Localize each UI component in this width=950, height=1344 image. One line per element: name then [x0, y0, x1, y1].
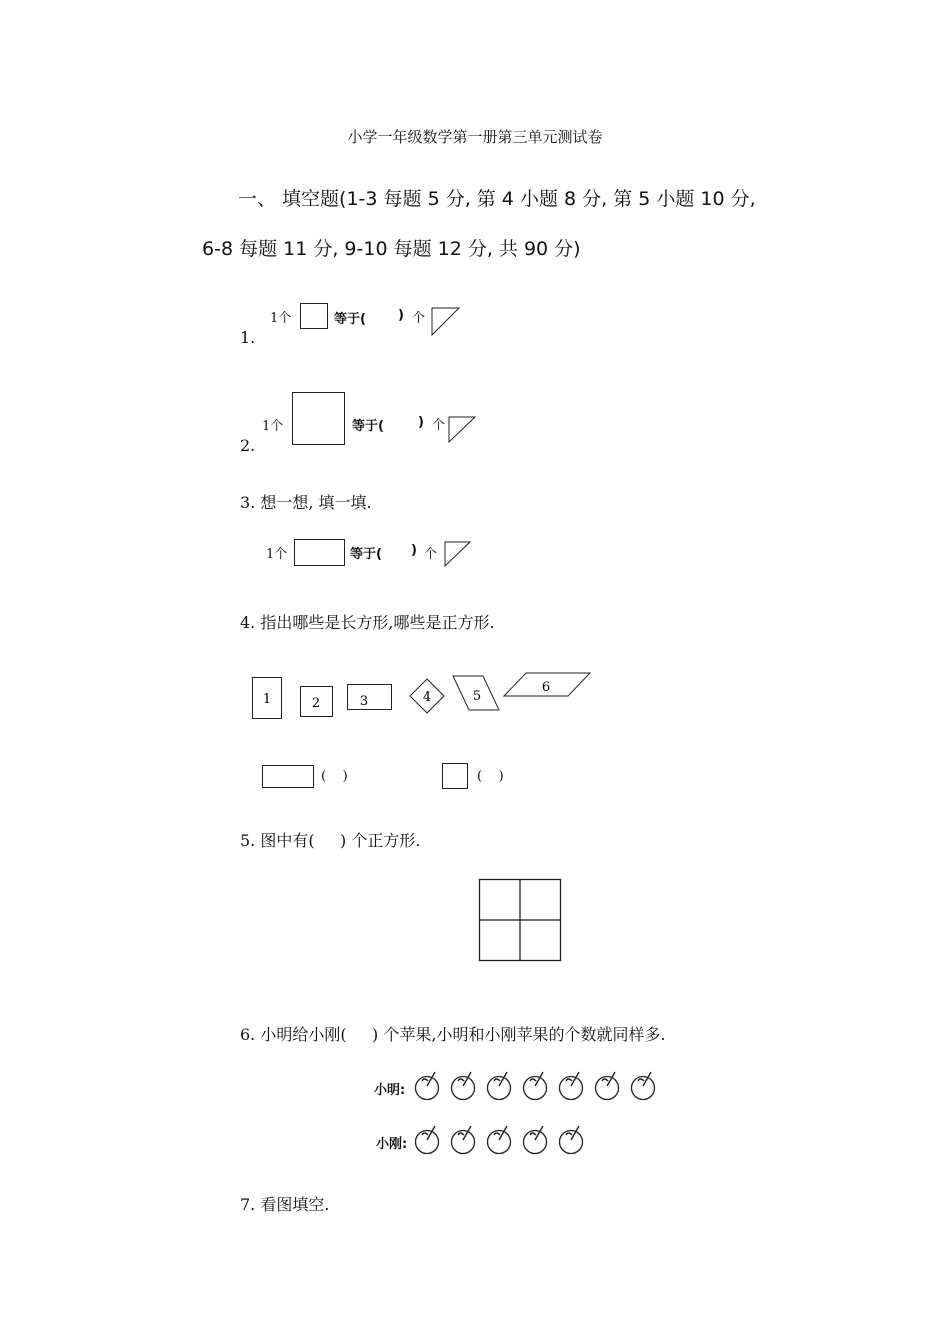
question-7-text: 7. 看图填空. — [240, 1195, 330, 1214]
q3-triangle-shape — [444, 541, 472, 568]
q6-xiaoming-apples — [412, 1070, 662, 1102]
svg-text:4: 4 — [422, 690, 432, 705]
q4-rectangle-answer-icon — [262, 765, 316, 789]
xiaoming-apple-icon — [632, 1072, 655, 1100]
q4-square-answer-icon — [442, 763, 470, 791]
q6-xiaoming-label: 小明: — [374, 1083, 406, 1098]
question-1-number: 1. — [240, 328, 256, 347]
q4-rectangle-answer-blank[interactable]: ( ) — [321, 769, 348, 784]
q4-square-answer-blank[interactable]: ( ) — [477, 769, 504, 784]
page-title: 小学一年级数学第一册第三单元测试卷 — [347, 128, 603, 146]
xiaogang-apple-icon — [524, 1126, 547, 1154]
q4-shape-6-parallelogram — [504, 673, 590, 696]
xiaogang-apple-icon — [488, 1126, 511, 1154]
q1-triangle-shape — [431, 307, 461, 337]
q1-count-label: 1个 — [270, 311, 292, 326]
svg-text:6: 6 — [541, 680, 551, 695]
q5-grid-figure — [478, 878, 562, 962]
xiaogang-apple-icon — [560, 1126, 583, 1154]
question-2-number: 2. — [240, 436, 256, 455]
xiaogang-apple-icon — [452, 1126, 475, 1154]
q2-square-shape — [292, 392, 346, 446]
question-6-text: 6. 小明给小刚( ) 个苹果,小明和小刚苹果的个数就同样多. — [240, 1025, 666, 1044]
section-heading-line1: 一、 填空题(1-3 每题 5 分, 第 4 小题 8 分, 第 5 小题 10 分, — [238, 188, 756, 210]
q2-equals-label: 等于( — [352, 419, 384, 434]
q3-close-paren: ) — [411, 543, 417, 558]
q1-unit-label: 个 — [412, 311, 426, 326]
q3-rectangle-shape — [294, 539, 346, 567]
q4-shape-2-square — [301, 687, 333, 717]
xiaoming-apple-icon — [416, 1072, 439, 1100]
xiaoming-apple-icon — [560, 1072, 583, 1100]
q1-close-paren: ) — [398, 308, 404, 323]
q3-unit-label: 个 — [424, 547, 438, 562]
svg-text:1: 1 — [262, 692, 272, 707]
q4-shape-1-rectangle — [253, 678, 282, 719]
svg-text:2: 2 — [311, 696, 321, 711]
q6-xiaogang-label: 小刚: — [376, 1137, 408, 1152]
svg-text:3: 3 — [359, 694, 369, 709]
xiaoming-apple-icon — [488, 1072, 511, 1100]
q2-count-label: 1个 — [262, 419, 284, 434]
question-5-text: 5. 图中有( ) 个正方形. — [240, 831, 421, 850]
question-3-text: 3. 想一想, 填一填. — [240, 493, 372, 512]
q4-shape-3-rectangle — [348, 685, 392, 710]
section-heading-line2: 6-8 每题 11 分, 9-10 每题 12 分, 共 90 分) — [202, 238, 581, 260]
q2-unit-label: 个 — [432, 418, 446, 433]
q2-close-paren: ) — [418, 415, 424, 430]
q3-equals-label: 等于( — [350, 547, 382, 562]
q3-count-label: 1个 — [266, 547, 288, 562]
xiaogang-apple-icon — [416, 1126, 439, 1154]
q2-triangle-shape — [448, 416, 478, 444]
q1-square-shape — [300, 303, 330, 331]
q4-shape-5-parallelogram — [453, 676, 499, 710]
q1-equals-label: 等于( — [334, 312, 366, 327]
q4-shape-4-diamond — [410, 679, 444, 713]
svg-text:5: 5 — [472, 689, 482, 704]
question-4-text: 4. 指出哪些是长方形,哪些是正方形. — [240, 613, 495, 632]
q6-xiaogang-apples — [412, 1124, 662, 1156]
xiaoming-apple-icon — [452, 1072, 475, 1100]
xiaoming-apple-icon — [524, 1072, 547, 1100]
q4-shapes-row — [250, 670, 595, 725]
xiaoming-apple-icon — [596, 1072, 619, 1100]
